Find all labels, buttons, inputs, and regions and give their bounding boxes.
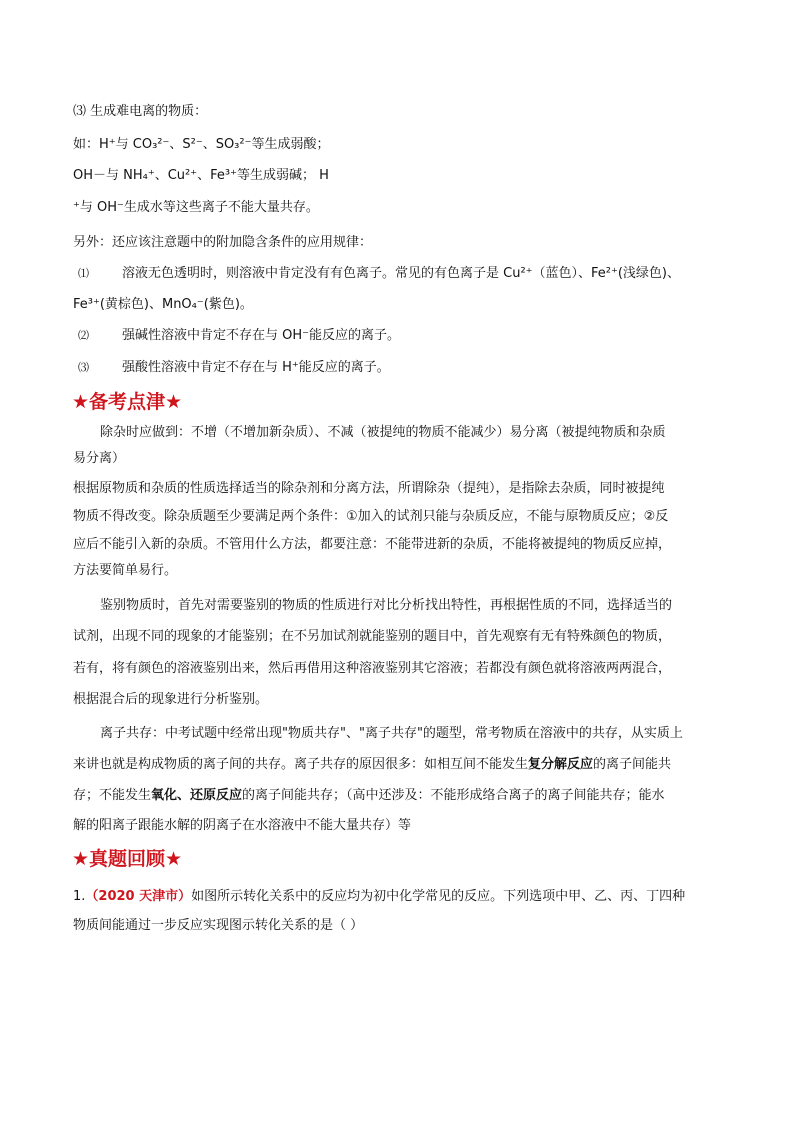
keyword-double-decomposition: 复分解反应: [528, 757, 594, 772]
tips-p4-line1: 离子共存：中考试题中经常出现"物质共存"、"离子共存"的题型，常考物质在溶液中的共存，从实质上: [100, 726, 683, 741]
keyword-redox: 氧化、还原反应: [151, 788, 243, 803]
sec3-title: ⑶ 生成难电离的物质：: [73, 104, 208, 119]
question-number: 1.: [73, 889, 86, 904]
tips-p3-line3: 若有，将有颜色的溶液鉴别出来，然后再借用这种溶液鉴别其它溶液；若都没有颜色就将溶液两两混合，: [73, 661, 672, 676]
item-number: ⑵: [78, 329, 89, 342]
item-text: 溶液无色透明时，则溶液中肯定没有有色离子。常见的有色离子是 Cu²⁺（蓝色）、Fe²⁺(浅绿色)、: [122, 266, 681, 281]
question-1-line1: [73, 888, 685, 906]
tips-p2-line3: 应后不能引入新的杂质。不管用什么方法，都要注意：不能带进新的杂质，不能将被提纯的物质反应掉，: [73, 537, 672, 552]
item-text: 强碱性溶液中肯定不存在与 OH⁻能反应的离子。: [122, 328, 401, 343]
tips-p4-line2: [73, 756, 671, 774]
question-source: （2020 天津市）: [85, 889, 192, 904]
tips-p1-line1: 除杂时应做到：不增（不增加新杂质）、不减（被提纯的物质不能减少）易分离（被提纯物质和杂质: [100, 425, 666, 440]
item-number: ⑴: [78, 267, 89, 280]
tips-p3-line2: 试剂，出现不同的现象的才能鉴别；在不另加试剂就能鉴别的题目中，首先观察有无有特殊颜色的物质，: [73, 629, 672, 644]
tips-p2-line2: 物质不得改变。除杂质题至少要满足两个条件：①加入的试剂只能与杂质反应，不能与原物质反应；②反: [73, 509, 669, 524]
extra-item-1-line2: Fe³⁺(黄棕色)、MnO₄⁻(紫色)。: [73, 297, 253, 312]
sec3-line2: OH－与 NH₄⁺、Cu²⁺、Fe³⁺等生成弱碱； H: [73, 168, 329, 183]
extra-item-3: [78, 359, 390, 377]
tips-p4-line4: 解的阳离子跟能水解的阴离子在水溶液中不能大量共存）等: [73, 818, 412, 833]
tips-p3-line1: 鉴别物质时，首先对需要鉴别的物质的性质进行对比分析找出特性，再根据性质的不同，选择适当的: [100, 598, 673, 613]
sec3-line3: ⁺与 OH⁻生成水等这些离子不能大量共存。: [73, 200, 319, 215]
tips-p2-line1: 根据原物质和杂质的性质选择适当的除杂剂和分离方法，所谓除杂（提纯），是指除去杂质，同时被提纯: [73, 481, 665, 496]
extra-title: 另外：还应该注意题中的附加隐含条件的应用规律：: [73, 235, 373, 250]
tips-p4-text: 存；不能发生: [73, 788, 152, 803]
tips-p4-text: 的离子间能共: [593, 757, 672, 772]
tips-p3-line4: 根据混合后的现象进行分析鉴别。: [73, 692, 269, 707]
tips-p1-line2: 易分离）: [73, 451, 126, 466]
section-heading-tips: ★备考点津★: [72, 391, 183, 413]
extra-item-1: [78, 265, 680, 283]
tips-p2-line4: 方法要简单易行。: [73, 563, 178, 578]
tips-p4-text: 来讲也就是构成物质的离子间的共存。离子共存的原因很多：如相互间不能发生: [73, 757, 529, 772]
tips-p4-text: 的离子间能共存；（高中还涉及：不能形成络合离子的离子间能共存；能水: [242, 788, 665, 803]
section-heading-review: ★真题回顾★: [72, 848, 183, 870]
question-1-line2: 物质间能通过一步反应实现图示转化关系的是（ ）: [73, 918, 364, 933]
tips-p4-line3: [73, 787, 665, 805]
extra-item-2: [78, 327, 400, 345]
question-text: 如图所示转化关系中的反应均为初中化学常见的反应。下列选项中甲、乙、丙、丁四种: [191, 889, 686, 904]
item-text: 强酸性溶液中肯定不存在与 H⁺能反应的离子。: [122, 360, 390, 375]
item-number: ⑶: [78, 361, 89, 374]
sec3-line1: 如：H⁺与 CO₃²⁻、S²⁻、SO₃²⁻等生成弱酸；: [73, 137, 330, 152]
